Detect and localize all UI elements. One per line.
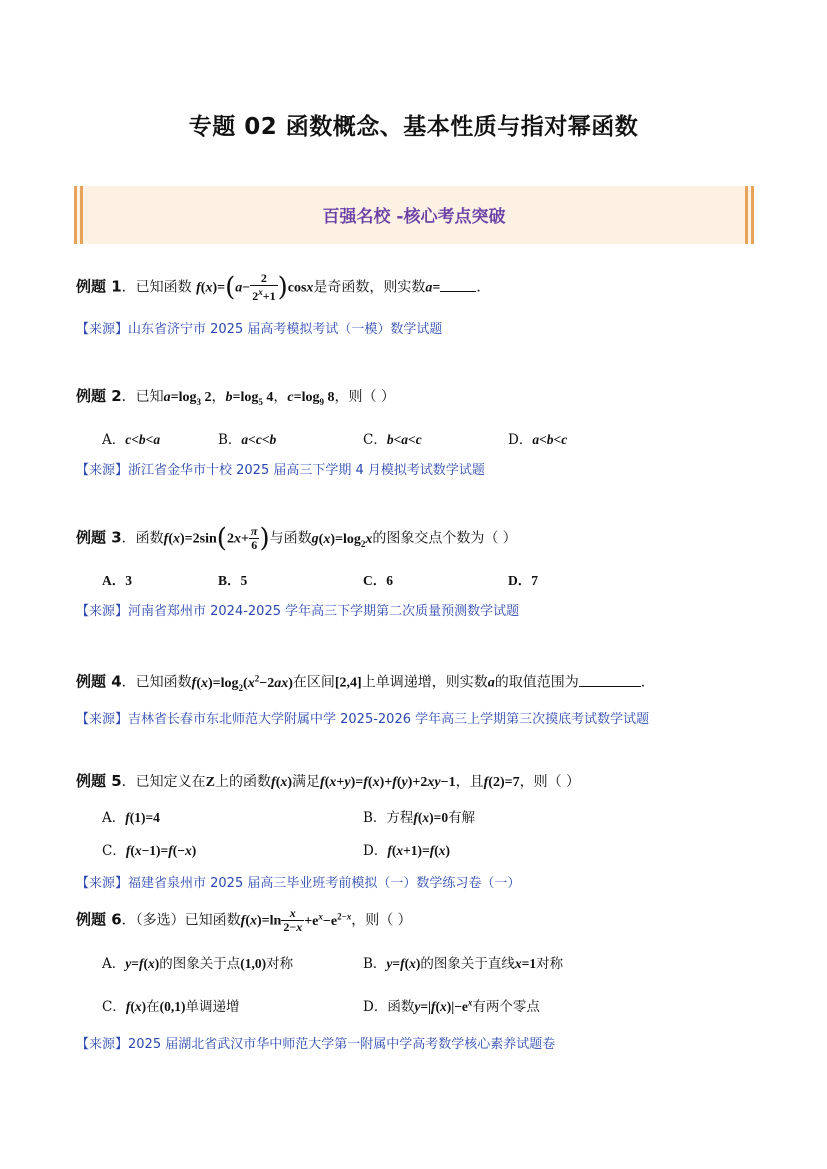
option-b[interactable]: B．y=f(x)的图象关于直线x=1对称 xyxy=(363,956,564,972)
option-c[interactable]: C．f(x)在(0,1)单调递增 xyxy=(102,999,240,1015)
banner-title: 百强名校 -核心考点突破 xyxy=(322,207,506,227)
question-label: 例题 1 xyxy=(76,277,122,296)
formula: f xyxy=(196,280,201,296)
answer-blank[interactable] xyxy=(579,672,641,687)
option-a[interactable]: A．f(1)=4 xyxy=(102,810,160,826)
question-source: 【来源】2025 届湖北省武汉市华中师范大学第一附属中学高考数学核心素养试题卷 xyxy=(76,1037,556,1052)
question-source: 【来源】吉林省长春市东北师范大学附属中学 2025-2026 学年高三上学期第三次摸底考试数学试题 xyxy=(76,712,650,727)
option-b[interactable]: B．5 xyxy=(218,573,248,588)
section-banner xyxy=(74,186,754,244)
question-source: 【来源】浙江省金华市十校 2025 届高三下学期 4 月模拟考试数学试题 xyxy=(76,463,485,478)
option-c[interactable]: C．f(x−1)=f(−x) xyxy=(102,843,197,859)
question-6: 例题 6．（多选）已知函数f(x)=ln $\frac{x}{2-x}$ $+e^x-e^{2-x}$，则（ ） xyxy=(76,906,412,935)
option-d[interactable]: D．函数$y=|f(x)|-e^x$有两个零点 xyxy=(363,997,540,1015)
question-source: 【来源】河南省郑州市 2024-2025 学年高三下学期第二次质量预测数学试题 xyxy=(76,604,520,619)
question-1: 例题 1．已知函数 f(x)=(a− $\frac{2}{2^x+1}$ )cosx是奇函数，则实数a= ． xyxy=(76,271,491,303)
question-source: 【来源】福建省泉州市 2025 届高三毕业班考前模拟（一）数学练习卷（一） xyxy=(76,876,521,891)
option-b[interactable]: B．a<c<b xyxy=(218,432,277,448)
option-c[interactable]: C．b<a<c xyxy=(363,432,422,448)
question-2: 例题 2．已知$a=\log_3$ 2，$b=\log_5$ 4，$c=\log_9$ 8，则（ ） xyxy=(76,387,395,407)
option-d[interactable]: D．a<b<c xyxy=(508,432,568,448)
option-d[interactable]: D．7 xyxy=(508,573,538,588)
option-d[interactable]: D．f(x+1)=f(x) xyxy=(363,843,450,859)
question-5: 例题 5．已知定义在Z上的函数f(x)满足f(x+y)=f(x)+f(y)+2xy−1，且f(2)=7，则（ ） xyxy=(76,772,581,790)
option-a[interactable]: A．y=f(x)的图象关于点(1,0)对称 xyxy=(102,956,294,972)
option-c[interactable]: C．6 xyxy=(363,573,393,588)
question-source: 【来源】山东省济宁市 2025 届高考模拟考试（一模）数学试题 xyxy=(76,322,443,337)
option-a[interactable]: A．3 xyxy=(102,573,132,588)
answer-blank[interactable] xyxy=(440,277,476,292)
option-b[interactable]: B．方程f(x)=0有解 xyxy=(363,810,476,826)
question-3: 例题 3．函数f(x)=2sin(2x+ $\frac{\pi}{6}$ )与函数$g(x)=\log_2x$的图象交点个数为（ ） xyxy=(76,523,517,554)
fraction: $\frac{2}{2^x+1}$ xyxy=(252,271,276,303)
document-title: 专题 02 函数概念、基本性质与指对幂函数 xyxy=(188,114,639,140)
question-4: 例题 4．已知函数$f(x)=\log_2(x^2-2ax)$在区间[2,4]上单调递增，则实数a的取值范围为 ． xyxy=(76,672,655,693)
option-a[interactable]: A．c<b<a xyxy=(102,432,161,448)
